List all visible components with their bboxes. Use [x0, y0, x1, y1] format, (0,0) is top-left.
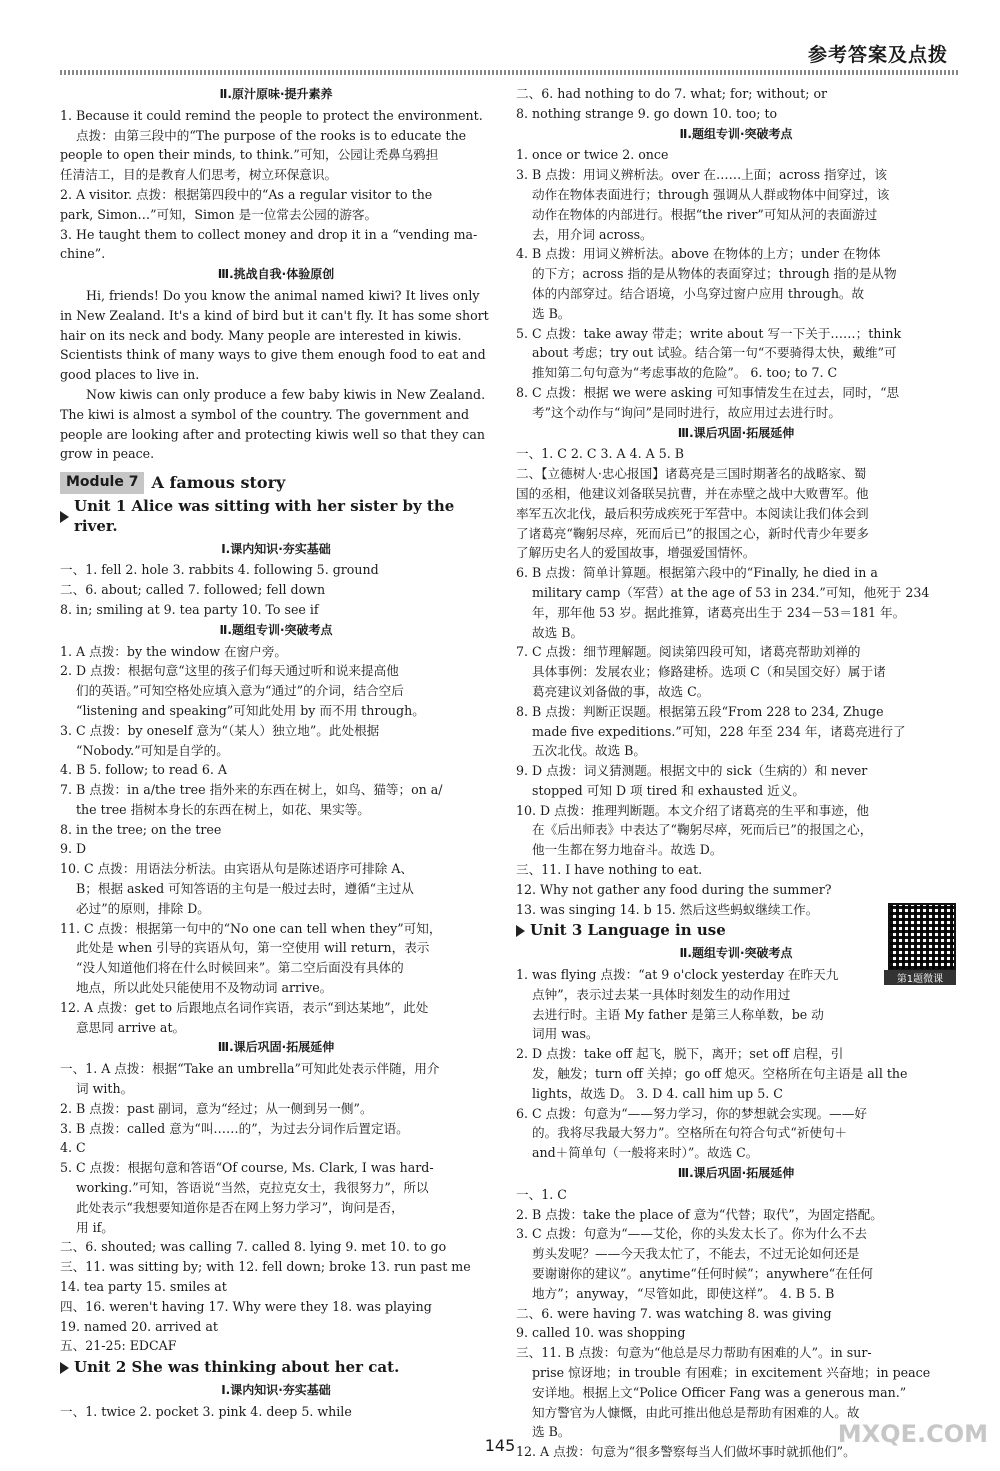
qr-label: 第1题微课 — [884, 970, 956, 985]
answer-line: 二、6. shouted; was calling 7. called 8. lying 9. met 10. to go — [60, 1239, 447, 1255]
page-number: 145 — [484, 1436, 516, 1455]
answer-line: 要谢谢你的建议”。anytime“任何时候”；anywhere“在任何 — [532, 1266, 874, 1282]
answer-line: 考”这个动作与“询问”是同时进行，故应用过去进行时。 — [532, 404, 841, 420]
answer-line: 具体事例：发展农业；修路建桥。选项 C（和吴国交好）属于诸 — [532, 664, 886, 680]
answer-line: good places to live in. — [60, 367, 200, 383]
unit-title: Unit 2 She was thinking about her cat. — [74, 1358, 400, 1377]
answer-line: the tree 指树本身长的东西在树上，如花、果实等。 — [76, 801, 370, 817]
answer-line: 12. Why not gather any food during the summer? — [516, 881, 832, 897]
answer-line: 3. He taught them to collect money and drop it in a “vending ma- — [60, 226, 478, 242]
answer-line: 率军五次北伐，最后积劳成疾死于军营中。本阅读让我们体会到 — [516, 505, 869, 521]
answer-line: 用 if。 — [76, 1219, 114, 1235]
answer-line: 三、11. I have nothing to eat. — [516, 862, 703, 878]
answer-line: 二、6. about; called 7. followed; fell down — [60, 582, 326, 598]
section-heading: Ⅱ.题组专训·突破考点 — [679, 946, 793, 961]
answer-line: 年，那年他 53 岁。据此推算，诸葛亮出生于 234－53＝181 年。 — [532, 604, 906, 620]
answer-line: 2. D 点拨：take off 起飞，脱下，离开；set off 启程，引 — [516, 1046, 844, 1062]
answer-line: 二、6. had nothing to do 7. what; for; without; or — [516, 86, 828, 101]
answer-line: 6. B 点拨：简单计算题。根据第六段中的“Finally, he died in a — [516, 565, 878, 581]
section-heading: Ⅲ.课后巩固·拓展延伸 — [217, 1040, 335, 1055]
answer-line: 4. B 点拨：用词义辨析法。above 在物体的上方；under 在物体 — [516, 246, 881, 262]
answer-line: 体的内部穿过。结合语境，小鸟穿过窗户应用 through。故 — [532, 285, 865, 301]
module-title: A famous story — [151, 473, 286, 493]
answer-line: 一、1. twice 2. pocket 3. pink 4. deep 5. while — [60, 1403, 352, 1419]
answer-line: 意思同 arrive at。 — [76, 1019, 186, 1035]
answer-line: hair on its neck and body. Many people are interested in kiwis. — [60, 327, 462, 343]
answer-line: 10. C 点拨：用语法分析法。由宾语从句是陈述语序可排除 A、 — [60, 861, 414, 877]
answer-line: prise 惊讶地；in trouble 有困难；in excitement 兴奋地；in peace — [532, 1365, 931, 1380]
answer-line: 点钟”，表示过去某一具体时刻发生的动作用过 — [532, 986, 791, 1002]
section-heading: Ⅱ.题组专训·突破考点 — [219, 622, 333, 637]
triangle-bullet-icon — [60, 1362, 69, 1374]
answer-line: 9. D 点拨：词义猜测题。根据文中的 sick（生病的）和 never — [516, 763, 868, 779]
answer-line: 任清洁工，目的是教育人们思考，树立环保意识。 — [60, 167, 338, 183]
answer-line: 5. C 点拨：take away 带走；write about 写一下关于……；think — [516, 325, 902, 341]
answer-line: 地点，所以此处只能使用不及物动词 arrive。 — [76, 980, 333, 996]
left-column — [60, 84, 492, 1422]
answer-line: 四、16. weren't having 17. Why were they 18. was playing — [60, 1298, 432, 1314]
answer-line: 在《后出师表》中表达了“鞠躬尽瘁，死而后已”的报国之心， — [532, 822, 873, 838]
answer-line: 选 B。 — [532, 1424, 571, 1440]
answer-line: 5. C 点拨：根据句意和答语“Of course, Ms. Clark, I was hard- — [60, 1160, 434, 1176]
answer-line: military camp（军营）at the age of 53 in 234.”可知，他死于 234 — [532, 584, 930, 600]
answer-line: 一、1. C 2. C 3. A 4. A 5. B — [516, 446, 685, 462]
answer-line: 的。我将尽我最大努力”。空格所在句符合句式“祈使句＋ — [532, 1125, 848, 1141]
answer-line: 3. B 点拨：用词义辨析法。over 在……上面；across 指穿过，该 — [516, 167, 888, 183]
answer-line: 2. A visitor. 点拨：根据第四段中的“As a regular visitor to the — [60, 186, 433, 202]
answer-line: 1. Because it could remind the people to protect the environment. — [60, 107, 483, 123]
qr-code-icon[interactable] — [888, 903, 956, 971]
answer-line: 一、1. fell 2. hole 3. rabbits 4. following 5. ground — [60, 562, 379, 578]
answer-line: 地方”；anyway，“尽管如此，即使这样”。 4. B 5. B — [532, 1285, 835, 1301]
answer-line: 12. A 点拨：get to 后跟地点名词作宾语，表示“到达某地”，此处 — [60, 999, 429, 1015]
answer-line: 1. A 点拨：by the window 在窗户旁。 — [60, 643, 288, 659]
answer-line: 五、21-25: EDCAF — [60, 1338, 177, 1354]
answer-line: “Nobody.”可知是自学的。 — [76, 742, 229, 758]
answer-line: people are looking after and protecting kiwis well so that they can — [60, 426, 485, 442]
answer-line: 4. C — [60, 1140, 86, 1156]
section-heading: Ⅲ.挑战自我·体验原创 — [217, 267, 335, 282]
answer-line: 9. called 10. was shopping — [516, 1325, 686, 1341]
answer-line: 14. tea party 15. smiles at — [60, 1279, 227, 1295]
answer-line: Hi, friends! Do you know the animal named kiwi? It lives only — [86, 287, 480, 303]
answer-line: 们的英语。”可知空格处应填入意为“通过”的介词，结合空后 — [76, 683, 404, 699]
answer-line: 词用 was。 — [532, 1026, 599, 1042]
triangle-bullet-icon — [60, 511, 69, 523]
answer-line: 必过”的原则，排除 D。 — [76, 900, 210, 916]
answer-line: 8. nothing strange 9. go down 10. too; to — [516, 105, 778, 121]
module-badge: Module 7 — [60, 472, 144, 494]
page-header-title: 参考答案及点拨 — [807, 44, 948, 66]
module-heading — [60, 472, 492, 494]
answer-line: chine”. — [60, 246, 106, 262]
answer-line: in New Zealand. It's a kind of bird but it can't fly. It has some short — [60, 307, 489, 323]
answer-line: 7. B 点拨：in a/the tree 指外来的东西在树上，如鸟、猫等；on a/ — [60, 782, 443, 798]
answer-line: 选 B。 — [532, 305, 571, 321]
section-heading: Ⅲ.课后巩固·拓展延伸 — [677, 425, 795, 440]
answer-line: 此处表示“我想要知道你是否在网上努力学习”，询问是否， — [76, 1199, 404, 1215]
answer-line: 4. B 5. follow; to read 6. A — [60, 762, 228, 778]
answer-line: 五次北伐。故选 B。 — [532, 743, 647, 759]
answer-line: 去进行时。主语 My father 是第三人称单数，be 动 — [532, 1006, 824, 1022]
unit-title: Unit 3 Language in use — [530, 921, 726, 940]
right-column — [516, 84, 956, 1462]
answer-line: 9. D — [60, 841, 87, 857]
answer-line: 3. B 点拨：called 意为“叫……的”，为过去分词作后置定语。 — [60, 1120, 409, 1136]
answer-line: 一、1. A 点拨：根据“Take an umbrella”可知此处表示伴随，用介 — [60, 1061, 440, 1077]
answer-line: 1. was flying 点拨：“at 9 o'clock yesterday 在昨天九 — [516, 967, 839, 983]
answer-line: lights，故选 D。 3. D 4. call him up 5. C — [532, 1085, 783, 1101]
answer-line: 3. C 点拨：by oneself 意为“（某人）独立地”。此处根据 — [60, 722, 380, 738]
header-rule — [60, 70, 960, 75]
answer-line: working.”可知，答语说“当然，克拉克女士，我很努力”，所以 — [76, 1180, 429, 1196]
answer-line: 动作在物体表面进行；through 强调从人群或物体中间穿过，该 — [532, 186, 890, 202]
answer-line: 安详地。根据上文“Police Officer Fang was a generous man.” — [532, 1384, 907, 1400]
answer-line: 6. C 点拨：句意为“——努力学习，你的梦想就会实现。——好 — [516, 1105, 867, 1121]
answer-line: 知方警官为人慷慨，由此可推出他总是帮助有困难的人。故 — [532, 1404, 860, 1420]
answer-line: stopped 可知 D 项 tired 和 exhausted 近义。 — [532, 782, 805, 798]
answer-line: 10. D 点拨：推理判断题。本文介绍了诸葛亮的生平和事迹，他 — [516, 802, 869, 818]
answer-line: people to open their minds, to think.”可知，公园让禿鼻乌鸦担 — [60, 147, 439, 163]
answer-line: 二、6. were having 7. was watching 8. was giving — [516, 1305, 832, 1321]
unit-heading — [60, 1358, 492, 1378]
answer-line: 13. was singing 14. b 15. 然后这些蚂蚁继续工作。 — [516, 901, 819, 917]
answer-line: 点拨：由第三段中的“The purpose of the rooks is to educate the — [76, 127, 467, 143]
answer-line: 了解历史名人的爱国故事，增强爱国情怀。 — [516, 545, 756, 561]
answer-line: 他一生都在努力地奋斗。故选 D。 — [532, 842, 723, 858]
answer-line: 了诸葛亮“鞠躬尽瘁，死而后已”的报国之心，新时代青少年要多 — [516, 525, 869, 541]
answer-line: 此处是 when 引导的宾语从句，第一空使用 will return，表示 — [76, 940, 430, 956]
answer-line: 发，触发；turn off 关掉；go off 熄灭。空格所在句主语是 all the — [532, 1066, 908, 1082]
answer-line: about 考虑；try out 试验。结合第一句“不要骑得太快，戴维”可 — [532, 345, 897, 361]
answer-line: 三、11. was sitting by; with 12. fell down; broke 13. run past me — [60, 1259, 471, 1275]
unit-title: Unit 1 Alice was sitting with her sister by the river. — [74, 496, 455, 535]
watermark: MXQE.COM — [837, 1420, 988, 1448]
answer-line: 国的丞相，他建议刘备联吴抗曹，并在赤壁之战中大败曹军。他 — [516, 485, 869, 501]
triangle-bullet-icon — [516, 925, 525, 937]
section-heading: Ⅲ.课后巩固·拓展延伸 — [677, 1166, 795, 1181]
answer-line: 的下方；across 指的是从物体的表面穿过；through 指的是从物 — [532, 266, 897, 282]
answer-line: 推知第二句句意为“考虑事故的危险”。 6. too; to 7. C — [532, 365, 838, 381]
answer-line: 8. C 点拨：根据 we were asking 可知事情发生在过去，同时，“思 — [516, 384, 900, 400]
answer-line: grow in peace. — [60, 446, 155, 462]
answer-line: 一、1. C — [516, 1186, 567, 1202]
section-heading: Ⅱ.题组专训·突破考点 — [679, 126, 793, 141]
answer-line: 19. named 20. arrived at — [60, 1318, 218, 1334]
answer-line: 8. B 点拨：判断正误题。根据第五段“From 228 to 234, Zhuge — [516, 703, 884, 719]
answer-line: 3. C 点拨：句意为“——艾伦，你的头发太长了。你为什么不去 — [516, 1226, 867, 1242]
answer-line: 故选 B。 — [532, 624, 584, 640]
answer-line: 2. B 点拨：past 副词，意为“经过；从一侧到另一侧”。 — [60, 1100, 373, 1116]
answer-line: “没人知道他们将在什么时候回来”。第二空后面没有具体的 — [76, 960, 404, 976]
unit-heading — [60, 497, 492, 537]
answer-line: 2. B 点拨：take the place of 意为“代替；取代”，为固定搭配。 — [516, 1206, 883, 1222]
section-heading: Ⅱ.原汁原味·提升素养 — [219, 87, 333, 101]
section-heading: Ⅰ.课内知识·夯实基础 — [221, 1383, 331, 1397]
answer-line: Scientists think of many ways to give them enough food to eat and — [60, 347, 486, 363]
answer-line: 剪头发呢？——今天我太忙了，不能去，不过无论如何还是 — [532, 1246, 860, 1262]
answer-line: 7. C 点拨：细节理解题。阅读第四段可知，诸葛亮帮助刘禅的 — [516, 644, 861, 660]
answer-line: 动作在物体的内部进行。根据“the river”可知从河的表面游过 — [532, 206, 878, 222]
answer-line: 去，用介词 across。 — [532, 226, 653, 242]
answer-line: 2. D 点拨：根据句意“这里的孩子们每天通过听和说来提高他 — [60, 663, 399, 679]
answer-line: B；根据 asked 可知答语的主句是一般过去时，遵循“主过从 — [76, 881, 414, 897]
answer-line: 葛亮建议刘备做的事，故选 C。 — [532, 683, 710, 699]
answer-line: park, Simon…”可知，Simon 是一位常去公园的游客。 — [60, 206, 378, 222]
answer-line: The kiwi is almost a symbol of the country. The government and — [60, 406, 470, 422]
answer-line: 1. once or twice 2. once — [516, 147, 669, 163]
section-heading: Ⅰ.课内知识·夯实基础 — [221, 541, 331, 556]
answer-line: and＋简单句（一般将来时）”。故选 C。 — [532, 1145, 759, 1161]
answer-line: 词 with。 — [76, 1081, 134, 1097]
answer-line: 11. C 点拨：根据第一句中的“No one can tell when they”可知， — [60, 920, 442, 936]
answer-line: 二、【立德树人·忠心报国】诸葛亮是三国时期著名的战略家、蜀 — [516, 466, 867, 482]
answer-line: 12. A 点拨：句意为“很多警察每当人们做坏事时就抓他们”。 — [516, 1444, 856, 1460]
answer-line: made five expeditions.”可知，228 年至 234 年，诸葛亮进行了 — [532, 723, 906, 739]
answer-line: “listening and speaking”可知此处用 by 而不用 through。 — [76, 702, 425, 718]
answer-line: 8. in; smiling at 9. tea party 10. To see if — [60, 601, 319, 617]
answer-line: Now kiwis can only produce a few baby kiwis in New Zealand. — [86, 386, 486, 402]
answer-line: 8. in the tree; on the tree — [60, 821, 222, 837]
answer-line: 三、11. B 点拨：句意为“他总是尽力帮助有困难的人”。in sur- — [516, 1345, 872, 1361]
